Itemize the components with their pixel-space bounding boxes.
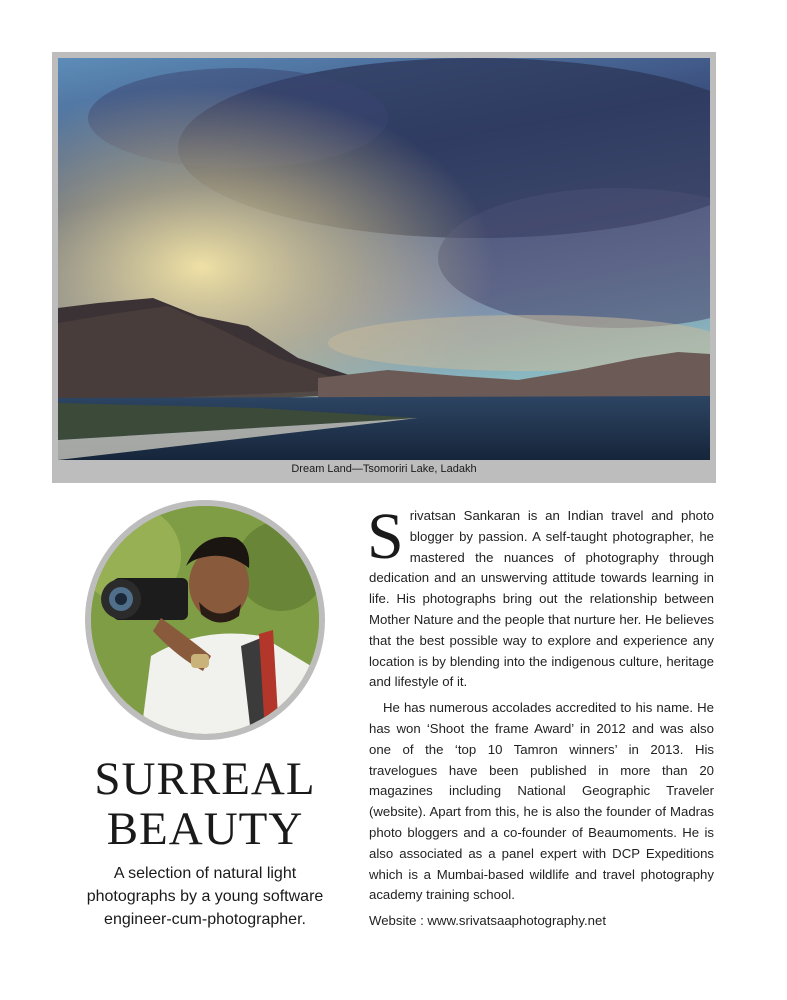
lake-landscape-image — [58, 58, 710, 460]
headline-line-2: BEAUTY — [106, 803, 304, 855]
article-paragraph-2: He has numerous accolades accredited to his name. He has won ‘Shoot the frame Award’ in 2012 and was also one of the ‘top 10 Tamron winners’ in 2013. His travelogues have been published in more than 20 magazines including National Geographic Traveler (website). Apart from this, he is also the founder of Madras photo bloggers and a co-founder of Beaumoments. He is also associated as a panel expert with DCP Expeditions which is a Mumbai-based wildlife and travel photography academy training school. — [369, 700, 714, 903]
headline-line-1: SURREAL — [94, 753, 316, 805]
photographer-portrait-frame — [85, 500, 325, 740]
drop-cap: S — [367, 500, 404, 573]
subtitle: A selection of natural light photographs by a young software engineer-cum-photographer. — [86, 865, 324, 928]
landscape-photo-frame — [52, 52, 716, 483]
website-link[interactable]: Website : www.srivatsaaphotography.net — [369, 913, 607, 929]
photo-caption: Dream Land—Tsomoriri Lake, Ladakh — [291, 463, 477, 475]
article-paragraph-1 — [367, 500, 714, 693]
paragraph-1-text: rivatsan Sankaran is an Indian travel and photo blogger by passion. A self-taught photographer, he mastered the nuances of photography through dedication and an unswerving attitude towards learning in life. His photographs bring out the relationship between Mother Nature and the people that nurture her. He believes that the best possible way to explore and experience any location is by blending into the indigenous culture, heritage and lifestyle of it. — [369, 508, 714, 690]
article-body — [367, 500, 714, 937]
photographer-portrait — [91, 506, 319, 734]
landscape-photo — [58, 58, 710, 460]
photographer-image — [91, 506, 319, 734]
